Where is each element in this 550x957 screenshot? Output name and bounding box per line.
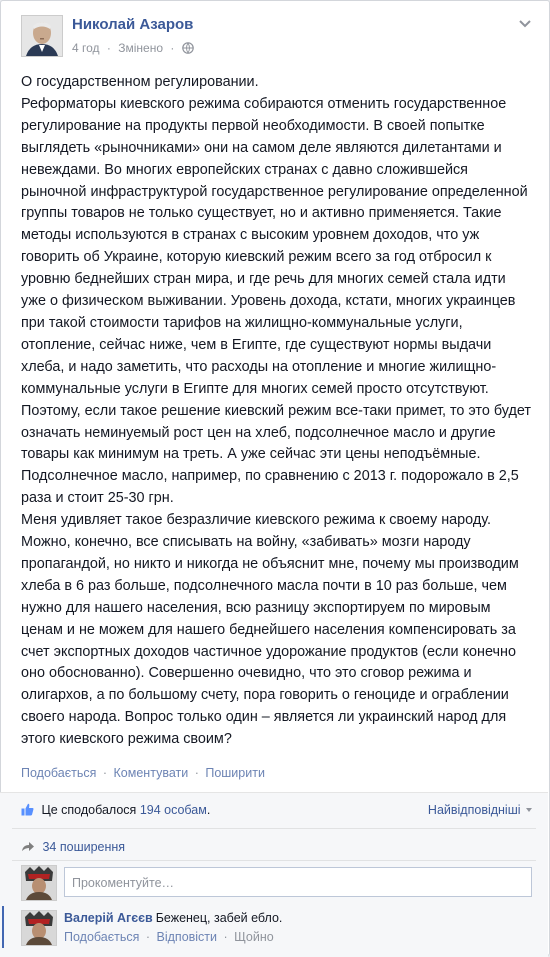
action-separator: · [223, 930, 228, 944]
chevron-down-icon[interactable] [518, 16, 532, 26]
comment-reply-button[interactable]: Відповісти [156, 930, 218, 944]
post-paragraph: Реформаторы киевского режима собираются отменить государственное регулирование на продукты первой необходимости. В своей попытке выглядеть «рыночниками» они на самом деле являются дилетантами и невеждами. Во многих европейских странах с давно сложившейся рыночной инфраструктурой государственное регулирование определенной группы товаров не только существует, но и активно применяется. Такие методы используются в странах с высоким уровнем доходов, что уж говорить об Украине, которую киевский режим всего за год отбросил к уровню беднейших стран мира, и где речь для многих семей стала идти уже о физическом выживании. Уровень дохода, кстати, многих украинцев при такой стоимости тарифов на жилищно-коммунальные услуги, отопление, сейчас ниже, чем в Египте, где существуют нормы выдачи хлеба, и надо заметить, что расходы на отопление и многие жилищно-коммунальные услуги в Египте для многих семей просто отсутствуют. [21, 95, 528, 397]
shares-count: 34 поширення [42, 840, 126, 854]
post-paragraph: Поэтому, если такое решение киевский режим все-таки примет, то это будет означать неминуемый рост цен на хлеб, подсолнечное масло и другие товары как минимум на треть. А уже сейчас эти цены неподъёмные. Подсолнечное масло, например, по сравнению с 2013 г. подорожало в 2,5 раза и стоит 25-30 грн. [21, 402, 531, 507]
comment-text: Беженец, забей ебло. [155, 911, 283, 925]
shares-link[interactable] [21, 840, 125, 854]
post-meta [72, 41, 194, 55]
globe-icon[interactable] [182, 42, 194, 54]
share-arrow-icon [21, 841, 35, 852]
meta-separator: · [106, 41, 111, 55]
author-avatar[interactable] [21, 15, 63, 57]
post-author[interactable]: Николай Азаров [72, 16, 194, 33]
likes-count-link[interactable]: 194 особам [139, 803, 207, 817]
post-actions [21, 766, 265, 780]
comment [64, 911, 282, 925]
likes-prefix: Це сподобалося [41, 803, 137, 817]
edited-label[interactable]: Змінено [118, 41, 163, 55]
share-button[interactable]: Поширити [205, 766, 265, 780]
comment-time[interactable]: Щойно [234, 930, 274, 944]
action-separator: · [145, 930, 151, 944]
comment-sort-dropdown[interactable] [428, 803, 532, 817]
sort-label: Найвідповідніші [427, 803, 521, 817]
action-separator: · [194, 766, 199, 780]
post-time[interactable]: 4 год [72, 41, 100, 55]
commenter-avatar[interactable] [21, 910, 57, 946]
post-paragraph: О государственном регулировании. [21, 74, 259, 90]
thumbs-up-icon [21, 803, 34, 816]
likes-summary [21, 803, 210, 817]
like-button[interactable]: Подобається [21, 766, 97, 780]
comment-button[interactable]: Коментувати [113, 766, 189, 780]
comment-input[interactable]: Прокоментуйте… [64, 867, 532, 897]
post-paragraph: Меня удивляет такое безразличие киевского режима к своему народу. Можно, конечно, все списывать на войну, «забивать» мозги народу пропагандой, но никто и никогда не объяснит мне, почему мы производим хлеба в 6 раз больше, подсолнечного масла почти в 10 раз больше, чем нужно для нашего населения, всю разницу экспортируем по мировым ценам и не можем для нашего беднейшего населения компенсировать за счет экспортных доходов частичное удорожание продуктов (если конечно оно обоснованно). Совершенно очевидно, что это сговор режима и олигархов, а по большому счету, пора говорить о геноциде и ограблении своего народа. Вопрос только один – является ли украинский народ для этого киевского режима своим? [21, 512, 519, 748]
current-user-avatar[interactable] [21, 865, 57, 901]
divider [12, 860, 536, 861]
likes-suffix: . [206, 803, 211, 817]
comment-like-button[interactable]: Подобається [64, 930, 140, 944]
action-separator: · [102, 766, 108, 780]
new-comment-indicator [2, 906, 4, 948]
comment-author[interactable]: Валерій Агєєв [64, 911, 153, 925]
comment-actions [64, 930, 274, 944]
caret-down-icon [526, 808, 532, 812]
post-body [21, 72, 531, 751]
meta-separator: · [170, 41, 175, 55]
divider [12, 828, 536, 829]
